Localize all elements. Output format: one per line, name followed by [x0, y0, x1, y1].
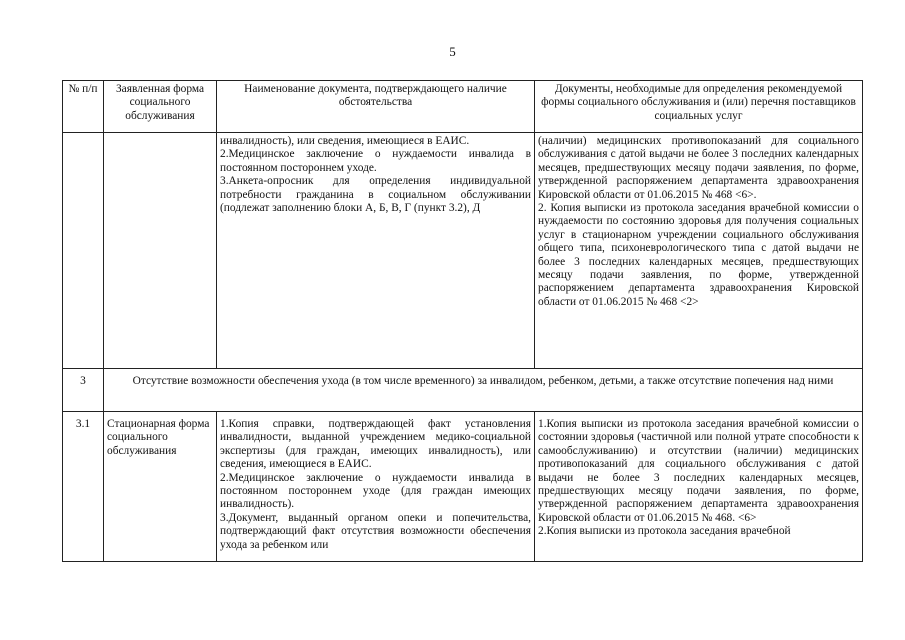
required-line: (наличии) медицинских противопоказаний для социального обслуживания с датой выдачи не более 3 последних календарных месяцев, предшествующих месяцу подачи заявления, по форме, утвержденной распоряжением департамента здравоохранения Кировской области от 01.06.2015 № 468 <6>.: [538, 135, 859, 201]
row-required-cell: [535, 133, 863, 369]
row-number: [63, 133, 104, 369]
required-line: 2.Копия выписки из протокола заседания врачебной: [538, 525, 791, 538]
header-number: № п/п: [63, 81, 104, 133]
table-header-row: [63, 81, 863, 133]
section-row-3: [63, 369, 863, 412]
document-line: 3.Анкета-опросник для определения индивидуальной потребности гражданина в социальном обслуживании (подлежат заполнению блоки А, Б, В, Г (пункт 3.2), Д: [220, 175, 531, 215]
table-row-continued: [63, 133, 863, 369]
row-service-form: [104, 133, 217, 369]
row-document-cell: [217, 133, 535, 369]
document-line: 2.Медицинское заключение о нуждаемости инвалида в постоянном постороннем уходе.: [220, 148, 531, 174]
row-document-cell: [217, 412, 535, 562]
document-line: 2.Медицинское заключение о нуждаемости инвалида в постоянном постороннем уходе (для граждан имеющих инвалидность).: [220, 471, 531, 511]
section-title: Отсутствие возможности обеспечения ухода (в том числе временного) за инвалидом, ребенком, детьми, а также отсутствие попечения над ними: [104, 369, 863, 412]
header-required-documents: Документы, необходимые для определения рекомендуемой формы социального обслуживания и (или) перечня поставщиков социальных услуг: [535, 81, 863, 133]
required-line: 2. Копия выписки из протокола заседания врачебной комиссии о нуждаемости по состоянию здоровья для получения социальных услуг в стационарном учреждении социального обслуживания общего типа, психоневрологического типа с датой выдачи не более 3 последних календарных месяцев, предшествующих месяцу подачи заявления, по форме, утвержденной распоряжением департамента здравоохранения Кировской области от 01.06.2015 № 468 <2>: [538, 202, 859, 308]
document-line: 1.Копия справки, подтверждающей факт установления инвалидности, выданной учреждением медико-социальной экспертизы (для граждан, имеющих инвалидность), или сведения, имеющиеся в ЕАИС.: [220, 418, 531, 471]
row-service-form: Стационарная форма социального обслуживания: [104, 412, 217, 562]
page-number: 5: [449, 44, 456, 59]
header-document-name: Наименование документа, подтверждающего наличие обстоятельства: [217, 81, 535, 133]
document-table: [62, 80, 863, 562]
header-service-form: Заявленная форма социального обслуживания: [104, 81, 217, 133]
row-number: 3.1: [63, 412, 104, 562]
document-line: 3.Документ, выданный органом опеки и попечительства, подтверждающий факт отсутствия возможности обеспечения ухода за ребенком или: [220, 511, 531, 551]
section-number: 3: [63, 369, 104, 412]
table-row-3-1: [63, 412, 863, 562]
row-required-cell: [535, 412, 863, 562]
required-line: 1.Копия выписки из протокола заседания врачебной комиссии о состоянии здоровья (частичной или полной утрате способности к самообслуживанию) и отсутствии (наличии) медицинских противопоказаний для социального обслуживания с датой выдачи не более 3 последних календарных месяцев, предшествующих месяцу подачи заявления, по форме, утвержденной распоряжением департамента здравоохранения Кировской области от 01.06.2015 № 468. <6>: [538, 418, 859, 524]
document-line: инвалидность), или сведения, имеющиеся в ЕАИС.: [220, 135, 470, 147]
